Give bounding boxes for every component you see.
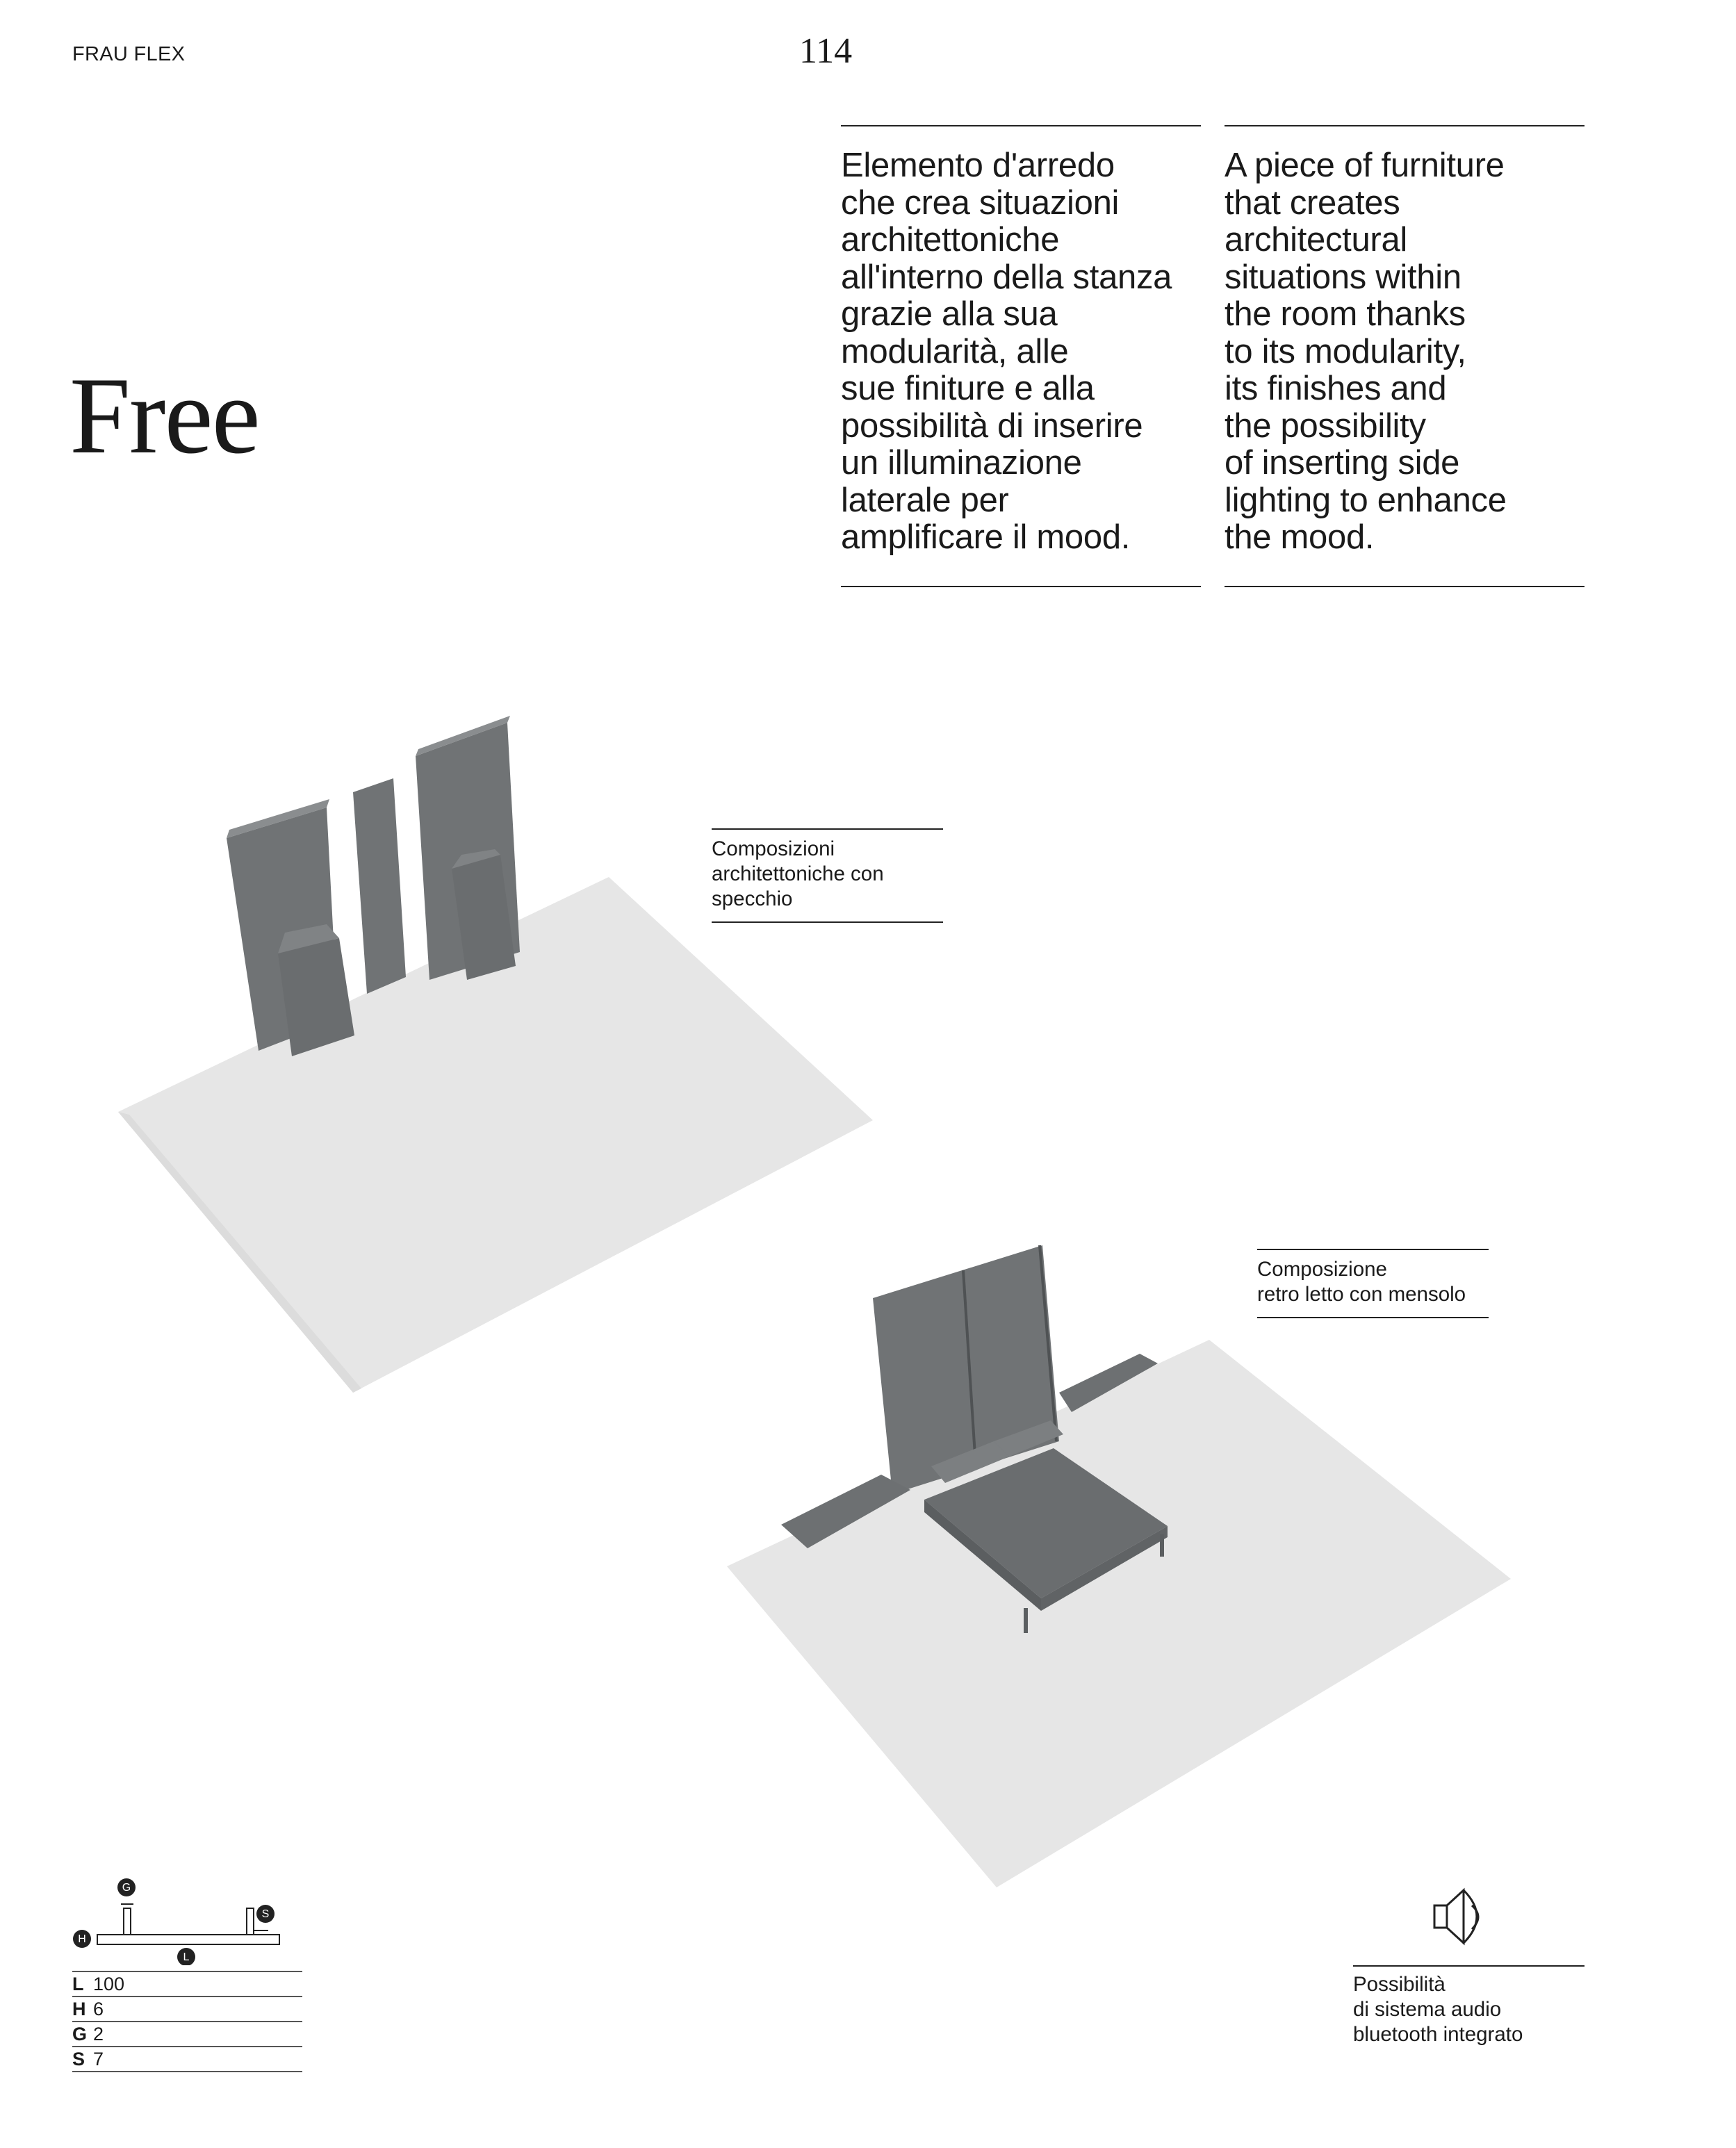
svg-text:G: G	[122, 1882, 131, 1894]
dimension-value: 100	[93, 1974, 125, 1994]
product-title: Free	[69, 355, 259, 477]
dimension-key: S	[72, 2049, 85, 2069]
dimension-value: 2	[93, 2024, 104, 2044]
dimension-schema	[69, 1871, 292, 1965]
marker-s-icon	[256, 1905, 275, 1923]
caption-mirror-composition: Composizioni architettoniche con specchio	[712, 828, 943, 923]
dimension-row	[72, 2046, 302, 2072]
description-italian: Elemento d'arredo che crea situazioni architettoniche all'interno della stanza grazie alla sua modularità, alle sue finiture e alla possibilità di inserire un illuminazione laterale per amplificare il mood.	[841, 147, 1172, 556]
dimension-key: L	[72, 1974, 84, 1994]
dimension-value: 7	[93, 2049, 104, 2069]
dimension-value: 6	[93, 1999, 104, 2019]
description-english: A piece of furniture that creates architectural situations within the room thanks to its modularity, its finishes and the possibility of inserting side lighting to enhance the mood.	[1225, 147, 1507, 556]
marker-g-icon	[117, 1878, 136, 1896]
render-mirror-composition	[118, 716, 873, 1393]
marker-h-icon	[73, 1930, 91, 1948]
floor-plane-2	[727, 1340, 1511, 1887]
render-bed-composition	[727, 1245, 1511, 1887]
dimension-key: G	[72, 2024, 88, 2044]
caption-bed-composition: Composizione retro letto con mensolo	[1257, 1249, 1489, 1318]
dimensions-table	[72, 1971, 302, 2072]
dimension-row	[72, 1996, 302, 2021]
marker-l-icon	[177, 1948, 195, 1965]
speaker-icon	[1430, 1885, 1507, 1947]
caption-audio: Possibilità di sistema audio bluetooth integrato	[1353, 1965, 1584, 2057]
svg-text:S: S	[261, 1908, 270, 1920]
dimension-row	[72, 2021, 302, 2046]
page-number: 114	[799, 31, 853, 71]
svg-text:L: L	[183, 1951, 190, 1963]
brand-name: FRAU FLEX	[72, 43, 186, 65]
svg-text:H: H	[78, 1933, 86, 1945]
panel-middle	[353, 778, 406, 994]
dimension-row	[72, 1971, 302, 1996]
dimension-key: H	[72, 1999, 86, 2019]
